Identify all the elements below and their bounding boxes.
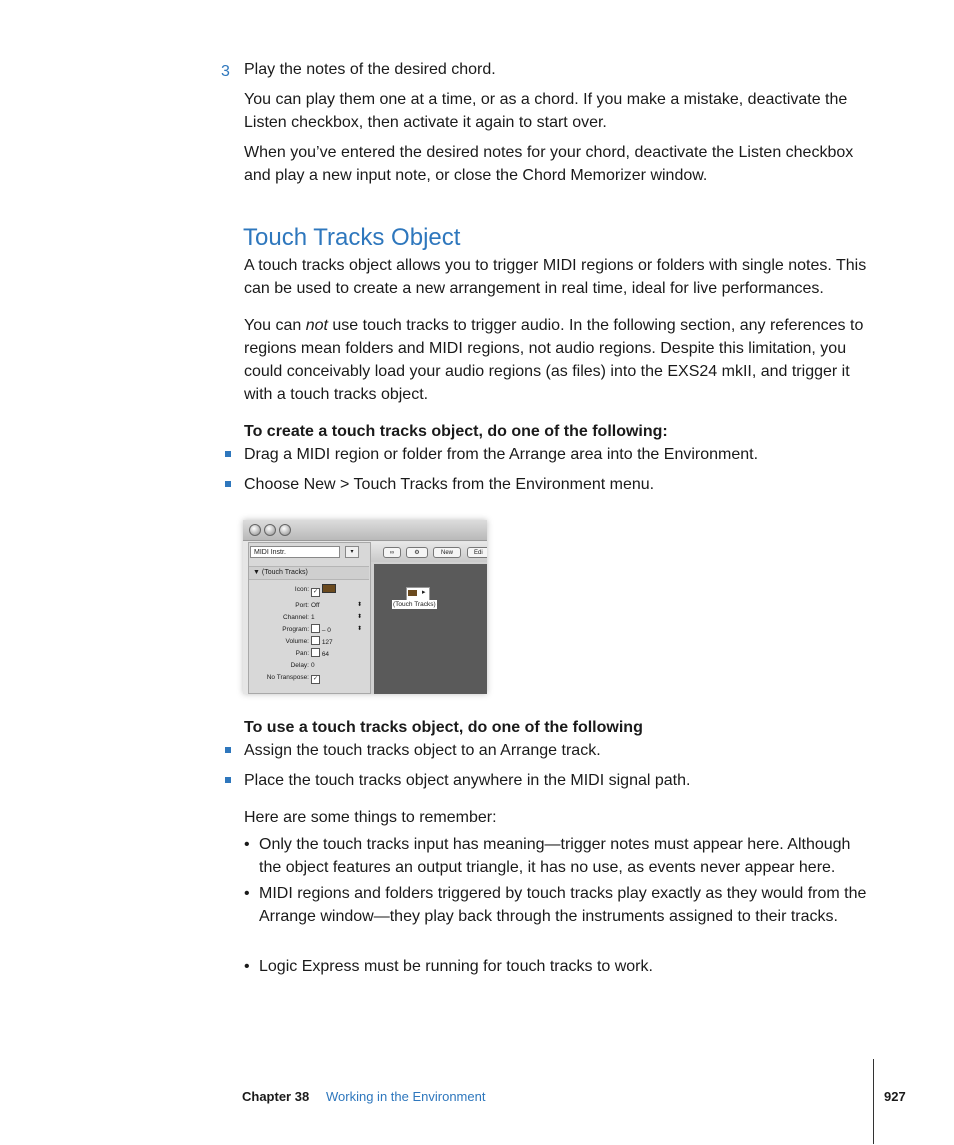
inspector-row-volume: Volume: 127 — [285, 638, 333, 646]
inspector-row-program: Program: – 0 ⬍ — [282, 626, 363, 634]
minimize-window-icon — [264, 524, 276, 536]
checkbox-checked-icon: ✓ — [312, 676, 319, 682]
section-title: Touch Tracks Object — [243, 224, 461, 251]
stepper-icon: ⬍ — [357, 602, 363, 608]
step-text: Play the notes of the desired chord. — [244, 61, 496, 78]
step-paragraph-1: You can play them one at a time, or as a chord. If you make a mistake, deactivate the Listen checkbox, then activate it again to start over. — [244, 91, 848, 131]
window-titlebar — [243, 520, 487, 541]
layer-select: MIDI Instr. — [250, 546, 340, 558]
create-item-1: Drag a MIDI region or folder from the Arrange area into the Environment. — [244, 446, 759, 463]
remember-bullet-3: Logic Express must be running for touch tracks to work. — [259, 958, 653, 975]
inspector-row-pan: Pan: 64 — [295, 650, 330, 658]
use-heading: To use a touch tracks object, do one of the following — [244, 719, 643, 736]
bullet-icon: • — [244, 885, 250, 902]
zoom-window-icon — [279, 524, 291, 536]
page-number: 927 — [884, 1089, 906, 1104]
chevron-down-icon: ▾ — [345, 546, 359, 558]
footer-chapter: Chapter 38 — [242, 1089, 310, 1104]
touch-tracks-object — [406, 587, 430, 601]
use-item-2: Place the touch tracks object anywhere in the MIDI signal path. — [244, 772, 691, 789]
inspector-group-header: ▼ (Touch Tracks) — [249, 566, 369, 580]
footer-divider — [873, 1059, 874, 1144]
step-number: 3 — [221, 63, 230, 80]
section-paragraph-2: You can not use touch tracks to trigger audio. In the following section, any references to regions mean folders and MIDI regions, not audio regions. Despite this limitation, you could conceivably load your audio regions (as files) into the EXS24 mkII, and trigger it with a touch tracks object. — [244, 317, 864, 403]
square-bullet-icon — [225, 451, 231, 457]
checkbox-icon — [311, 648, 320, 657]
environment-work-area — [374, 564, 487, 694]
remember-bullet-1: Only the touch tracks input has meaning—trigger notes must appear here. Although the object features an output triangle, it has no use, as events never appear here. — [259, 836, 851, 876]
step-paragraph-2: When you’ve entered the desired notes for your chord, deactivate the Listen checkbox and play a new input note, or close the Chord Memorizer window. — [244, 144, 854, 184]
link-icon: ∞ — [383, 547, 401, 558]
bullet-icon: • — [244, 836, 250, 853]
close-window-icon — [249, 524, 261, 536]
footer-section-link[interactable]: Working in the Environment — [326, 1089, 486, 1104]
inspector-row-channel: Channel: 1 ⬍ — [282, 614, 363, 621]
instrument-icon — [322, 584, 336, 593]
inspector-row-icon: Icon: ✓ — [249, 584, 369, 595]
use-item-1: Assign the touch tracks object to an Arrange track. — [244, 742, 601, 759]
inspector-row-no-transpose: No Transpose: ✓ — [266, 674, 319, 682]
checkbox-icon — [311, 624, 320, 633]
new-menu-button: New — [433, 547, 461, 558]
square-bullet-icon — [225, 777, 231, 783]
touch-tracks-label: (Touch Tracks) — [393, 601, 436, 608]
stepper-icon: ⬍ — [357, 626, 363, 632]
bullet-icon: • — [244, 958, 250, 975]
remember-bullet-2: MIDI regions and folders triggered by touch tracks play exactly as they would from the Arrange window—they play back through the instruments assigned to their tracks. — [259, 885, 867, 925]
output-triangle-icon: ▸ — [422, 589, 426, 596]
inspector-row-delay: Delay: 0 — [290, 662, 315, 669]
inspector-row-port: Port: Off ⬍ — [295, 602, 363, 609]
create-heading: To create a touch tracks object, do one of the following: — [244, 423, 668, 440]
filter-icon: ⚙ — [406, 547, 428, 558]
checkbox-icon — [311, 636, 320, 645]
square-bullet-icon — [225, 747, 231, 753]
create-item-2: Choose New > Touch Tracks from the Environment menu. — [244, 476, 655, 493]
instrument-icon — [408, 590, 417, 596]
stepper-icon: ⬍ — [357, 614, 363, 620]
environment-screenshot — [243, 520, 487, 694]
checkbox-checked-icon: ✓ — [312, 589, 319, 595]
edit-menu-button: Edi — [467, 547, 487, 558]
remember-intro: Here are some things to remember: — [244, 809, 497, 826]
square-bullet-icon — [225, 481, 231, 487]
section-intro: A touch tracks object allows you to trigger MIDI regions or folders with single notes. This can be used to create a new arrangement in real time, ideal for live performances. — [244, 257, 867, 297]
